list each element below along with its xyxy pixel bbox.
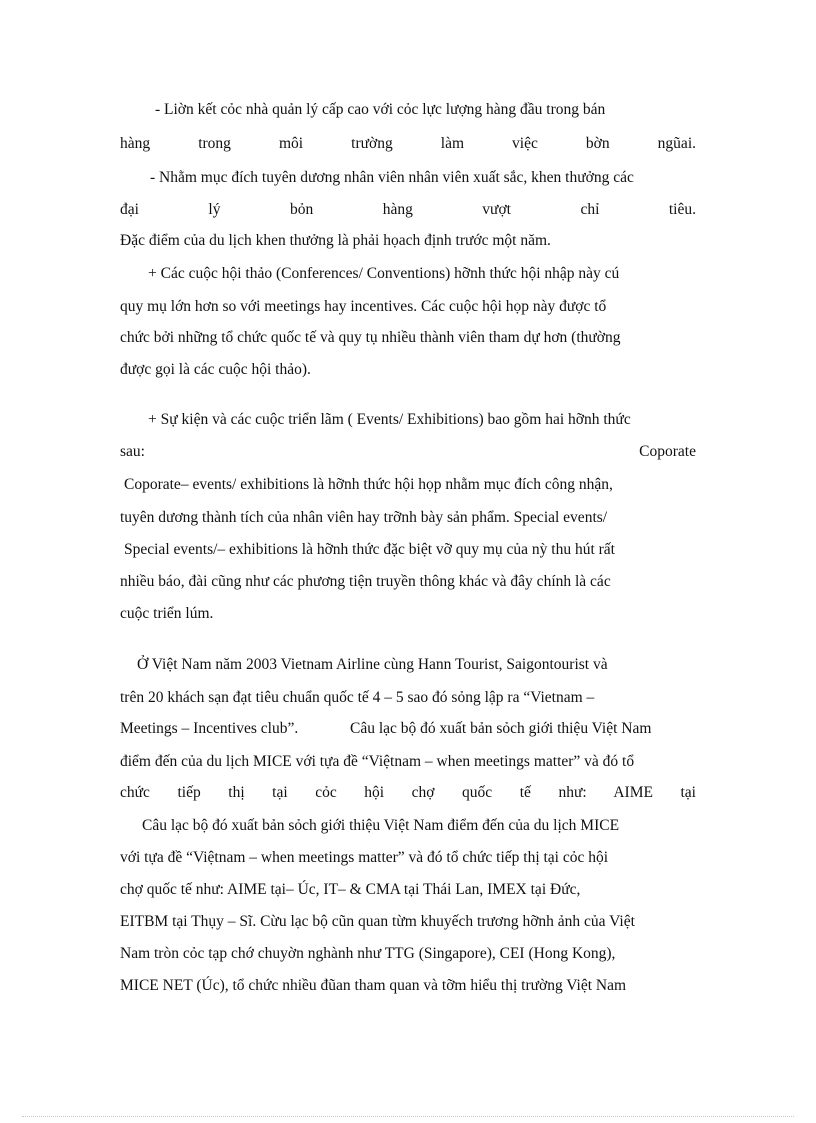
line-1: - Liờn kết cỏc nhà quản lý cấp cao với cỏc lực lượng hàng đầu trong bán — [155, 101, 606, 118]
line-7: quy mụ lớn hơn so với meetings hay incentives. Các cuộc hội họp này được tổ — [120, 298, 607, 315]
line-21: Câu lạc bộ đó xuất bản sỏch giới thiệu Việt Nam — [350, 720, 652, 737]
line-20: Meetings – Incentives club”. — [120, 720, 299, 737]
line-13: Coporate– events/ exhibitions là hỡnh thức hội họp nhằm mục đích công nhận, — [124, 476, 613, 493]
line-12: Coporate — [639, 443, 696, 460]
line-28: Nam tròn cỏc tạp chớ chuyờn nghành như TTG (Singapore), CEI (Hong Kong), — [120, 945, 616, 962]
line-14: tuyên dương thành tích của nhân viên hay trỡnh bày sản phẩm. Special events/ — [120, 509, 608, 526]
line-3: - Nhằm mục đích tuyên dương nhân viên nhân viên xuất sắc, khen thưởng các — [150, 169, 634, 186]
line-29: MICE NET (Úc), tổ chức nhiều đũan tham quan và tỡm hiểu thị trường Việt Nam — [120, 977, 627, 994]
line-24: Câu lạc bộ đó xuất bản sỏch giới thiệu Việt Nam điểm đến của du lịch MICE — [142, 817, 620, 834]
line-23: chức tiếp thị tại cỏc hội chợ quốc tế như: AIME tại — [120, 784, 696, 801]
line-2: hàng trong môi trường làm việc bờn ngũai. — [120, 135, 696, 152]
line-6: + Các cuộc hội thảo (Conferences/ Conventions) hỡnh thức hội nhập này cú — [148, 265, 620, 282]
line-10: + Sự kiện và các cuộc triển lãm ( Events/ Exhibitions) bao gồm hai hỡnh thức — [148, 411, 631, 428]
line-8: chức bởi những tổ chức quốc tế và quy tụ nhiều thành viên tham dự hơn (thường — [120, 329, 621, 346]
line-15: Special events/– exhibitions là hỡnh thức đặc biệt vỡ quy mụ của nỳ thu hút rất — [124, 541, 615, 558]
line-22: điểm đến của du lịch MICE với tựa đề “Việtnam – when meetings matter” và đó tổ — [120, 753, 635, 770]
line-25: với tựa đề “Việtnam – when meetings matter” và đó tổ chức tiếp thị tại cỏc hội — [120, 849, 609, 866]
line-11: sau: — [120, 443, 145, 460]
line-26: chợ quốc tế như: AIME tại– Úc, IT– & CMA tại Thái Lan, IMEX tại Đức, — [120, 881, 581, 898]
line-19: trên 20 khách sạn đạt tiêu chuẩn quốc tế 4 – 5 sao đó sỏng lập ra “Vietnam – — [120, 689, 595, 706]
line-18: Ở Việt Nam năm 2003 Vietnam Airline cùng Hann Tourist, Saigontourist và — [137, 656, 608, 673]
line-9: được gọi là các cuộc hội thảo). — [120, 361, 311, 378]
line-27: EITBM tại Thụy – Sĩ. Cừu lạc bộ cũn quan từm khuyếch trương hỡnh ảnh của Việt — [120, 913, 635, 930]
line-16: nhiều báo, đài cũng như các phương tiện truyền thông khác và đây chính là các — [120, 573, 611, 590]
line-5: Đặc điểm của du lịch khen thưởng là phải họach định trước một năm. — [120, 232, 551, 249]
line-17: cuộc triển lúm. — [120, 605, 214, 622]
page-bottom-rule — [22, 1116, 794, 1117]
line-4: đại lý bỏn hàng vượt chỉ tiêu. — [120, 201, 696, 218]
